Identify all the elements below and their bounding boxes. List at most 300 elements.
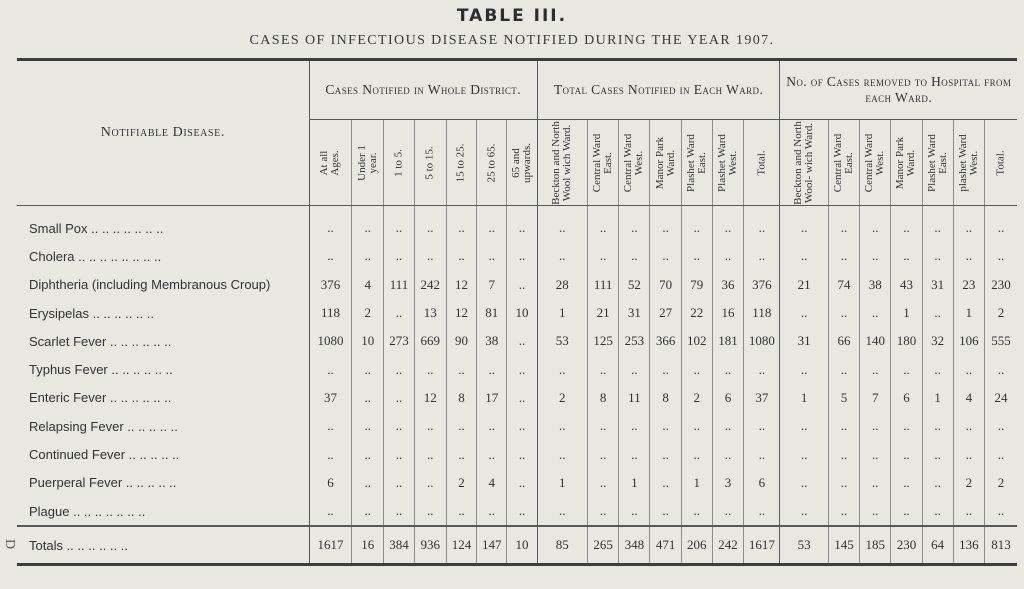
column-header-whole-district-1 bbox=[352, 120, 384, 206]
table-cell: .. bbox=[828, 412, 859, 440]
table-cell: 2 bbox=[352, 299, 384, 327]
table-cell: 2 bbox=[953, 469, 984, 497]
table-cell: .. bbox=[985, 355, 1017, 383]
table-cell: 185 bbox=[860, 526, 891, 565]
column-header-removed-5 bbox=[953, 120, 984, 206]
table-cell: 79 bbox=[681, 271, 712, 299]
table-cell: .. bbox=[587, 497, 618, 526]
table-cell: 206 bbox=[681, 526, 712, 565]
table-cell: 669 bbox=[414, 327, 446, 355]
group-header-each-ward: Total Cases Notified in Each Ward. bbox=[537, 60, 780, 120]
column-header-label: Beckton and North Wool wich Ward. bbox=[550, 120, 574, 205]
table-cell: 53 bbox=[780, 526, 828, 565]
table-cell: .. bbox=[587, 469, 618, 497]
table-cell: 1617 bbox=[744, 526, 780, 565]
table-cell: .. bbox=[619, 214, 650, 242]
table-cell: .. bbox=[477, 412, 507, 440]
table-cell: .. bbox=[650, 497, 681, 526]
table-cell: .. bbox=[780, 355, 828, 383]
table-cell: .. bbox=[744, 440, 780, 468]
table-cell: .. bbox=[352, 440, 384, 468]
table-cell: .. bbox=[985, 497, 1017, 526]
table-cell: .. bbox=[985, 214, 1017, 242]
table-cell: .. bbox=[681, 214, 712, 242]
table-cell: .. bbox=[744, 355, 780, 383]
disease-name: Erysipelas .. .. .. .. .. .. bbox=[29, 305, 154, 321]
table-cell: 1080 bbox=[744, 327, 780, 355]
column-header-removed-1 bbox=[828, 120, 859, 206]
column-header-removed-2 bbox=[860, 120, 891, 206]
table-cell: .. bbox=[587, 355, 618, 383]
table-row bbox=[17, 242, 1017, 270]
totals-row bbox=[17, 526, 1017, 565]
table-row bbox=[17, 469, 1017, 497]
disease-name: Relapsing Fever .. .. .. .. .. bbox=[29, 418, 178, 434]
table-cell: 32 bbox=[922, 327, 953, 355]
table-cell: .. bbox=[477, 355, 507, 383]
table-cell: 22 bbox=[681, 299, 712, 327]
table-cell: .. bbox=[891, 214, 922, 242]
table-cell: .. bbox=[712, 497, 743, 526]
table-cell: 70 bbox=[650, 271, 681, 299]
table-cell: .. bbox=[477, 214, 507, 242]
table-cell: .. bbox=[828, 299, 859, 327]
table-cell: .. bbox=[712, 242, 743, 270]
table-cell: .. bbox=[619, 440, 650, 468]
table-cell: 81 bbox=[477, 299, 507, 327]
disease-name: Small Pox .. .. .. .. .. .. .. bbox=[29, 220, 164, 236]
table-cell: 106 bbox=[953, 327, 984, 355]
disease-name: Continued Fever .. .. .. .. .. bbox=[29, 447, 180, 463]
table-cell: 10 bbox=[507, 299, 537, 327]
table-row bbox=[17, 497, 1017, 526]
table-cell: .. bbox=[309, 242, 351, 270]
column-header-label: Central Ward West. bbox=[622, 133, 646, 192]
column-header-whole-district-2 bbox=[384, 120, 414, 206]
table-cell: 4 bbox=[953, 384, 984, 412]
column-header-label: Central Ward West. bbox=[863, 133, 887, 192]
disease-name: Plague .. .. .. .. .. .. .. bbox=[17, 497, 309, 526]
table-cell: .. bbox=[860, 440, 891, 468]
table-cell: 1 bbox=[891, 299, 922, 327]
disease-name: Scarlet Fever .. .. .. .. .. .. bbox=[29, 333, 172, 349]
table-cell: 16 bbox=[352, 526, 384, 565]
table-cell: .. bbox=[446, 242, 476, 270]
table-cell: 16 bbox=[712, 299, 743, 327]
column-header-label: 5 to 15. bbox=[423, 145, 436, 180]
table-cell: .. bbox=[446, 440, 476, 468]
table-cell: 384 bbox=[384, 526, 414, 565]
table-cell: .. bbox=[922, 469, 953, 497]
table-cell: .. bbox=[953, 497, 984, 526]
table-cell: 37 bbox=[309, 384, 351, 412]
table-cell: .. bbox=[650, 214, 681, 242]
table-cell: .. bbox=[352, 497, 384, 526]
table-cell: .. bbox=[619, 412, 650, 440]
table-cell: 10 bbox=[352, 327, 384, 355]
table-cell: 3 bbox=[712, 469, 743, 497]
table-cell: .. bbox=[352, 412, 384, 440]
table-cell: 813 bbox=[985, 526, 1017, 565]
table-cell: .. bbox=[384, 469, 414, 497]
table-cell: .. bbox=[384, 497, 414, 526]
table-cell: 376 bbox=[744, 271, 780, 299]
table-cell: .. bbox=[446, 497, 476, 526]
table-cell: 1617 bbox=[309, 526, 351, 565]
table-cell: .. bbox=[650, 412, 681, 440]
table-cell: .. bbox=[860, 299, 891, 327]
table-cell: 124 bbox=[446, 526, 476, 565]
table-cell: 7 bbox=[860, 384, 891, 412]
table-cell: 8 bbox=[446, 384, 476, 412]
table-cell: .. bbox=[681, 355, 712, 383]
table-cell: .. bbox=[507, 497, 537, 526]
table-cell: .. bbox=[446, 355, 476, 383]
column-header-label: Under 1 year. bbox=[355, 144, 379, 181]
table-cell: 2 bbox=[446, 469, 476, 497]
table-cell: .. bbox=[681, 412, 712, 440]
table-cell: .. bbox=[619, 355, 650, 383]
table-cell: .. bbox=[922, 497, 953, 526]
table-cell: 1 bbox=[953, 299, 984, 327]
table-row bbox=[17, 355, 1017, 383]
column-header-label: Manor Park Ward. bbox=[894, 136, 918, 189]
spacer-row bbox=[17, 206, 1017, 215]
table-cell: .. bbox=[650, 440, 681, 468]
table-cell: .. bbox=[384, 355, 414, 383]
table-cell: .. bbox=[860, 412, 891, 440]
table-cell: .. bbox=[507, 440, 537, 468]
table-cell: .. bbox=[587, 412, 618, 440]
column-header-label: Beckton and North Wool- wich Ward. bbox=[792, 120, 816, 205]
table-cell: 253 bbox=[619, 327, 650, 355]
table-cell: .. bbox=[828, 242, 859, 270]
table-cell: 28 bbox=[537, 271, 587, 299]
table-cell: .. bbox=[384, 384, 414, 412]
table-cell: .. bbox=[860, 497, 891, 526]
table-cell: .. bbox=[860, 355, 891, 383]
table-cell: 31 bbox=[619, 299, 650, 327]
table-cell: 102 bbox=[681, 327, 712, 355]
table-cell: .. bbox=[780, 214, 828, 242]
infectious-disease-table bbox=[17, 58, 1017, 566]
table-cell: .. bbox=[352, 469, 384, 497]
table-cell: .. bbox=[860, 242, 891, 270]
table-cell: 23 bbox=[953, 271, 984, 299]
table-cell: 11 bbox=[619, 384, 650, 412]
table-cell: .. bbox=[650, 355, 681, 383]
table-cell: .. bbox=[744, 412, 780, 440]
table-cell: 111 bbox=[384, 271, 414, 299]
table-row bbox=[17, 299, 1017, 327]
table-cell: .. bbox=[780, 469, 828, 497]
column-header-label: 1 to 5. bbox=[392, 148, 405, 177]
table-row bbox=[17, 440, 1017, 468]
table-cell: .. bbox=[828, 214, 859, 242]
table-cell: .. bbox=[477, 497, 507, 526]
table-cell: 43 bbox=[891, 271, 922, 299]
disease-name: Diphtheria (including Membranous Croup) bbox=[29, 277, 271, 293]
table-cell: 74 bbox=[828, 271, 859, 299]
table-cell: 37 bbox=[744, 384, 780, 412]
table-cell: 13 bbox=[414, 299, 446, 327]
table-cell: 7 bbox=[477, 271, 507, 299]
column-header-removed-4 bbox=[922, 120, 953, 206]
table-cell: 31 bbox=[780, 327, 828, 355]
table-cell: 21 bbox=[780, 271, 828, 299]
table-cell: 90 bbox=[446, 327, 476, 355]
table-cell: 6 bbox=[891, 384, 922, 412]
table-cell: 4 bbox=[352, 271, 384, 299]
table-cell: 1080 bbox=[309, 327, 351, 355]
table-cell: .. bbox=[507, 327, 537, 355]
table-cell: 12 bbox=[446, 299, 476, 327]
column-header-label: Plashet Ward West. bbox=[716, 133, 740, 192]
table-subtitle: CASES OF INFECTIOUS DISEASE NOTIFIED DURING THE YEAR 1907. bbox=[249, 33, 775, 48]
table-cell: .. bbox=[619, 242, 650, 270]
table-cell: 145 bbox=[828, 526, 859, 565]
table-cell: .. bbox=[780, 497, 828, 526]
column-header-each-ward-2 bbox=[619, 120, 650, 206]
table-cell: .. bbox=[681, 242, 712, 270]
table-cell: .. bbox=[953, 412, 984, 440]
disease-column-header: Notifiable Disease. bbox=[17, 60, 309, 206]
column-header-label: plashet Ward West. bbox=[956, 133, 980, 192]
disease-name: Totals .. .. .. .. .. .. bbox=[17, 526, 309, 565]
table-cell: 4 bbox=[477, 469, 507, 497]
table-cell: .. bbox=[953, 214, 984, 242]
table-cell: .. bbox=[860, 469, 891, 497]
table-cell: 273 bbox=[384, 327, 414, 355]
disease-name: Puerperal Fever .. .. .. .. .. bbox=[29, 475, 177, 491]
table-cell: 5 bbox=[828, 384, 859, 412]
table-cell: .. bbox=[309, 497, 351, 526]
table-cell: .. bbox=[650, 469, 681, 497]
column-header-label: Central Ward East. bbox=[831, 133, 855, 192]
table-cell: .. bbox=[922, 299, 953, 327]
table-cell: .. bbox=[477, 440, 507, 468]
table-cell: .. bbox=[891, 355, 922, 383]
table-cell: .. bbox=[681, 497, 712, 526]
table-cell: 8 bbox=[587, 384, 618, 412]
disease-name: Cholera .. .. .. .. .. .. .. .. bbox=[29, 248, 162, 264]
table-cell: 38 bbox=[860, 271, 891, 299]
column-header-label: Manor Park Ward. bbox=[653, 136, 677, 189]
table-cell: 12 bbox=[446, 271, 476, 299]
table-cell: .. bbox=[309, 214, 351, 242]
table-cell: .. bbox=[712, 355, 743, 383]
page-signature-mark: D bbox=[2, 538, 18, 550]
table-cell: .. bbox=[953, 242, 984, 270]
table-cell: .. bbox=[384, 214, 414, 242]
column-header-each-ward-0 bbox=[537, 120, 587, 206]
table-cell: 8 bbox=[650, 384, 681, 412]
table-cell: 136 bbox=[953, 526, 984, 565]
table-cell: .. bbox=[507, 242, 537, 270]
table-cell: .. bbox=[414, 242, 446, 270]
column-header-label: At all Ages. bbox=[318, 149, 342, 176]
table-cell: .. bbox=[384, 412, 414, 440]
table-title: TABLE III. bbox=[456, 6, 568, 26]
table-cell: 471 bbox=[650, 526, 681, 565]
table-cell: 180 bbox=[891, 327, 922, 355]
table-body bbox=[17, 206, 1017, 565]
table-cell: 6 bbox=[744, 469, 780, 497]
table-cell: .. bbox=[414, 355, 446, 383]
table-cell: .. bbox=[507, 214, 537, 242]
table-cell: .. bbox=[780, 242, 828, 270]
table-cell: 181 bbox=[712, 327, 743, 355]
table-cell: 53 bbox=[537, 327, 587, 355]
column-header-whole-district-0 bbox=[309, 120, 351, 206]
table-cell: .. bbox=[891, 497, 922, 526]
table-cell: .. bbox=[891, 412, 922, 440]
table-cell: .. bbox=[414, 412, 446, 440]
table-cell: 36 bbox=[712, 271, 743, 299]
table-cell: 230 bbox=[891, 526, 922, 565]
table-cell: 555 bbox=[985, 327, 1017, 355]
table-cell: 1 bbox=[780, 384, 828, 412]
table-cell: .. bbox=[712, 440, 743, 468]
table-cell: 1 bbox=[619, 469, 650, 497]
table-row bbox=[17, 384, 1017, 412]
table-cell: 2 bbox=[985, 469, 1017, 497]
table-cell: .. bbox=[922, 242, 953, 270]
table-cell: 111 bbox=[587, 271, 618, 299]
column-header-each-ward-5 bbox=[712, 120, 743, 206]
table-cell: .. bbox=[414, 440, 446, 468]
table-cell: 1 bbox=[922, 384, 953, 412]
column-header-label: 65 and upwards. bbox=[509, 142, 533, 183]
column-header-whole-district-3 bbox=[414, 120, 446, 206]
table-cell: 230 bbox=[985, 271, 1017, 299]
table-cell: .. bbox=[744, 242, 780, 270]
table-cell: .. bbox=[780, 299, 828, 327]
table-cell: 17 bbox=[477, 384, 507, 412]
table-cell: .. bbox=[922, 355, 953, 383]
table-cell: .. bbox=[744, 214, 780, 242]
table-cell: 118 bbox=[309, 299, 351, 327]
table-cell: 6 bbox=[712, 384, 743, 412]
table-cell: 147 bbox=[477, 526, 507, 565]
table-cell: 24 bbox=[985, 384, 1017, 412]
table-cell: .. bbox=[744, 497, 780, 526]
table-cell: .. bbox=[537, 412, 587, 440]
group-header-removed-to-hospital: No. of Cases removed to Hospital from each Ward. bbox=[780, 60, 1017, 120]
table-cell: 2 bbox=[537, 384, 587, 412]
table-cell: .. bbox=[446, 214, 476, 242]
table-cell: .. bbox=[828, 497, 859, 526]
table-cell: .. bbox=[309, 355, 351, 383]
table-cell: .. bbox=[507, 271, 537, 299]
column-header-label: Total. bbox=[755, 149, 768, 176]
table-cell: .. bbox=[309, 412, 351, 440]
table-cell: 366 bbox=[650, 327, 681, 355]
table-cell: .. bbox=[891, 469, 922, 497]
table-cell: .. bbox=[352, 214, 384, 242]
column-header-label: Plashet Ward East. bbox=[925, 133, 949, 192]
table-cell: .. bbox=[414, 214, 446, 242]
table-cell: 376 bbox=[309, 271, 351, 299]
table-row bbox=[17, 271, 1017, 299]
table-cell: 38 bbox=[477, 327, 507, 355]
column-header-label: 15 to 25. bbox=[454, 143, 467, 182]
table-cell: .. bbox=[953, 440, 984, 468]
column-header-each-ward-3 bbox=[650, 120, 681, 206]
table-row bbox=[17, 412, 1017, 440]
column-header-each-ward-4 bbox=[681, 120, 712, 206]
table-cell: 66 bbox=[828, 327, 859, 355]
table-cell: .. bbox=[384, 440, 414, 468]
table-cell: .. bbox=[922, 412, 953, 440]
table-cell: .. bbox=[414, 497, 446, 526]
table-cell: .. bbox=[712, 412, 743, 440]
column-header-removed-6 bbox=[985, 120, 1017, 206]
table-cell: .. bbox=[507, 384, 537, 412]
table-cell: 1 bbox=[681, 469, 712, 497]
table-cell: 52 bbox=[619, 271, 650, 299]
column-header-label: Plashet Ward East. bbox=[684, 133, 708, 192]
table-cell: 242 bbox=[414, 271, 446, 299]
group-header-whole-district: Cases Notified in Whole District. bbox=[309, 60, 537, 120]
table-cell: .. bbox=[309, 440, 351, 468]
table-cell: .. bbox=[537, 242, 587, 270]
table-cell: .. bbox=[352, 242, 384, 270]
table-cell: .. bbox=[828, 469, 859, 497]
table-cell: .. bbox=[985, 440, 1017, 468]
column-header-whole-district-5 bbox=[477, 120, 507, 206]
table-row bbox=[17, 214, 1017, 242]
table-cell: 31 bbox=[922, 271, 953, 299]
table-cell: 85 bbox=[537, 526, 587, 565]
table-cell: .. bbox=[414, 469, 446, 497]
table-cell: .. bbox=[384, 299, 414, 327]
table-cell: .. bbox=[587, 242, 618, 270]
table-cell: 12 bbox=[414, 384, 446, 412]
table-cell: .. bbox=[537, 355, 587, 383]
table-cell: 348 bbox=[619, 526, 650, 565]
table-cell: .. bbox=[446, 412, 476, 440]
column-header-label: Central Ward East. bbox=[591, 133, 615, 192]
table-cell: .. bbox=[619, 497, 650, 526]
table-cell: .. bbox=[712, 214, 743, 242]
table-cell: 140 bbox=[860, 327, 891, 355]
table-cell: .. bbox=[352, 355, 384, 383]
table-row bbox=[17, 327, 1017, 355]
table-cell: .. bbox=[681, 440, 712, 468]
table-cell: .. bbox=[650, 242, 681, 270]
table-cell: 936 bbox=[414, 526, 446, 565]
table-cell: .. bbox=[922, 440, 953, 468]
table-cell: 1 bbox=[537, 469, 587, 497]
table-cell: .. bbox=[352, 384, 384, 412]
table-cell: .. bbox=[828, 355, 859, 383]
table-cell: .. bbox=[537, 497, 587, 526]
column-header-each-ward-6 bbox=[744, 120, 780, 206]
table-cell: .. bbox=[384, 242, 414, 270]
column-header-whole-district-4 bbox=[446, 120, 476, 206]
table-cell: .. bbox=[587, 440, 618, 468]
table-cell: 2 bbox=[985, 299, 1017, 327]
table-cell: 2 bbox=[681, 384, 712, 412]
table-cell: 21 bbox=[587, 299, 618, 327]
disease-name: Enteric Fever .. .. .. .. .. .. bbox=[29, 390, 172, 406]
table-cell: 1 bbox=[537, 299, 587, 327]
column-header-removed-3 bbox=[891, 120, 922, 206]
table-cell: .. bbox=[780, 412, 828, 440]
column-header-each-ward-1 bbox=[587, 120, 618, 206]
table-cell: 27 bbox=[650, 299, 681, 327]
